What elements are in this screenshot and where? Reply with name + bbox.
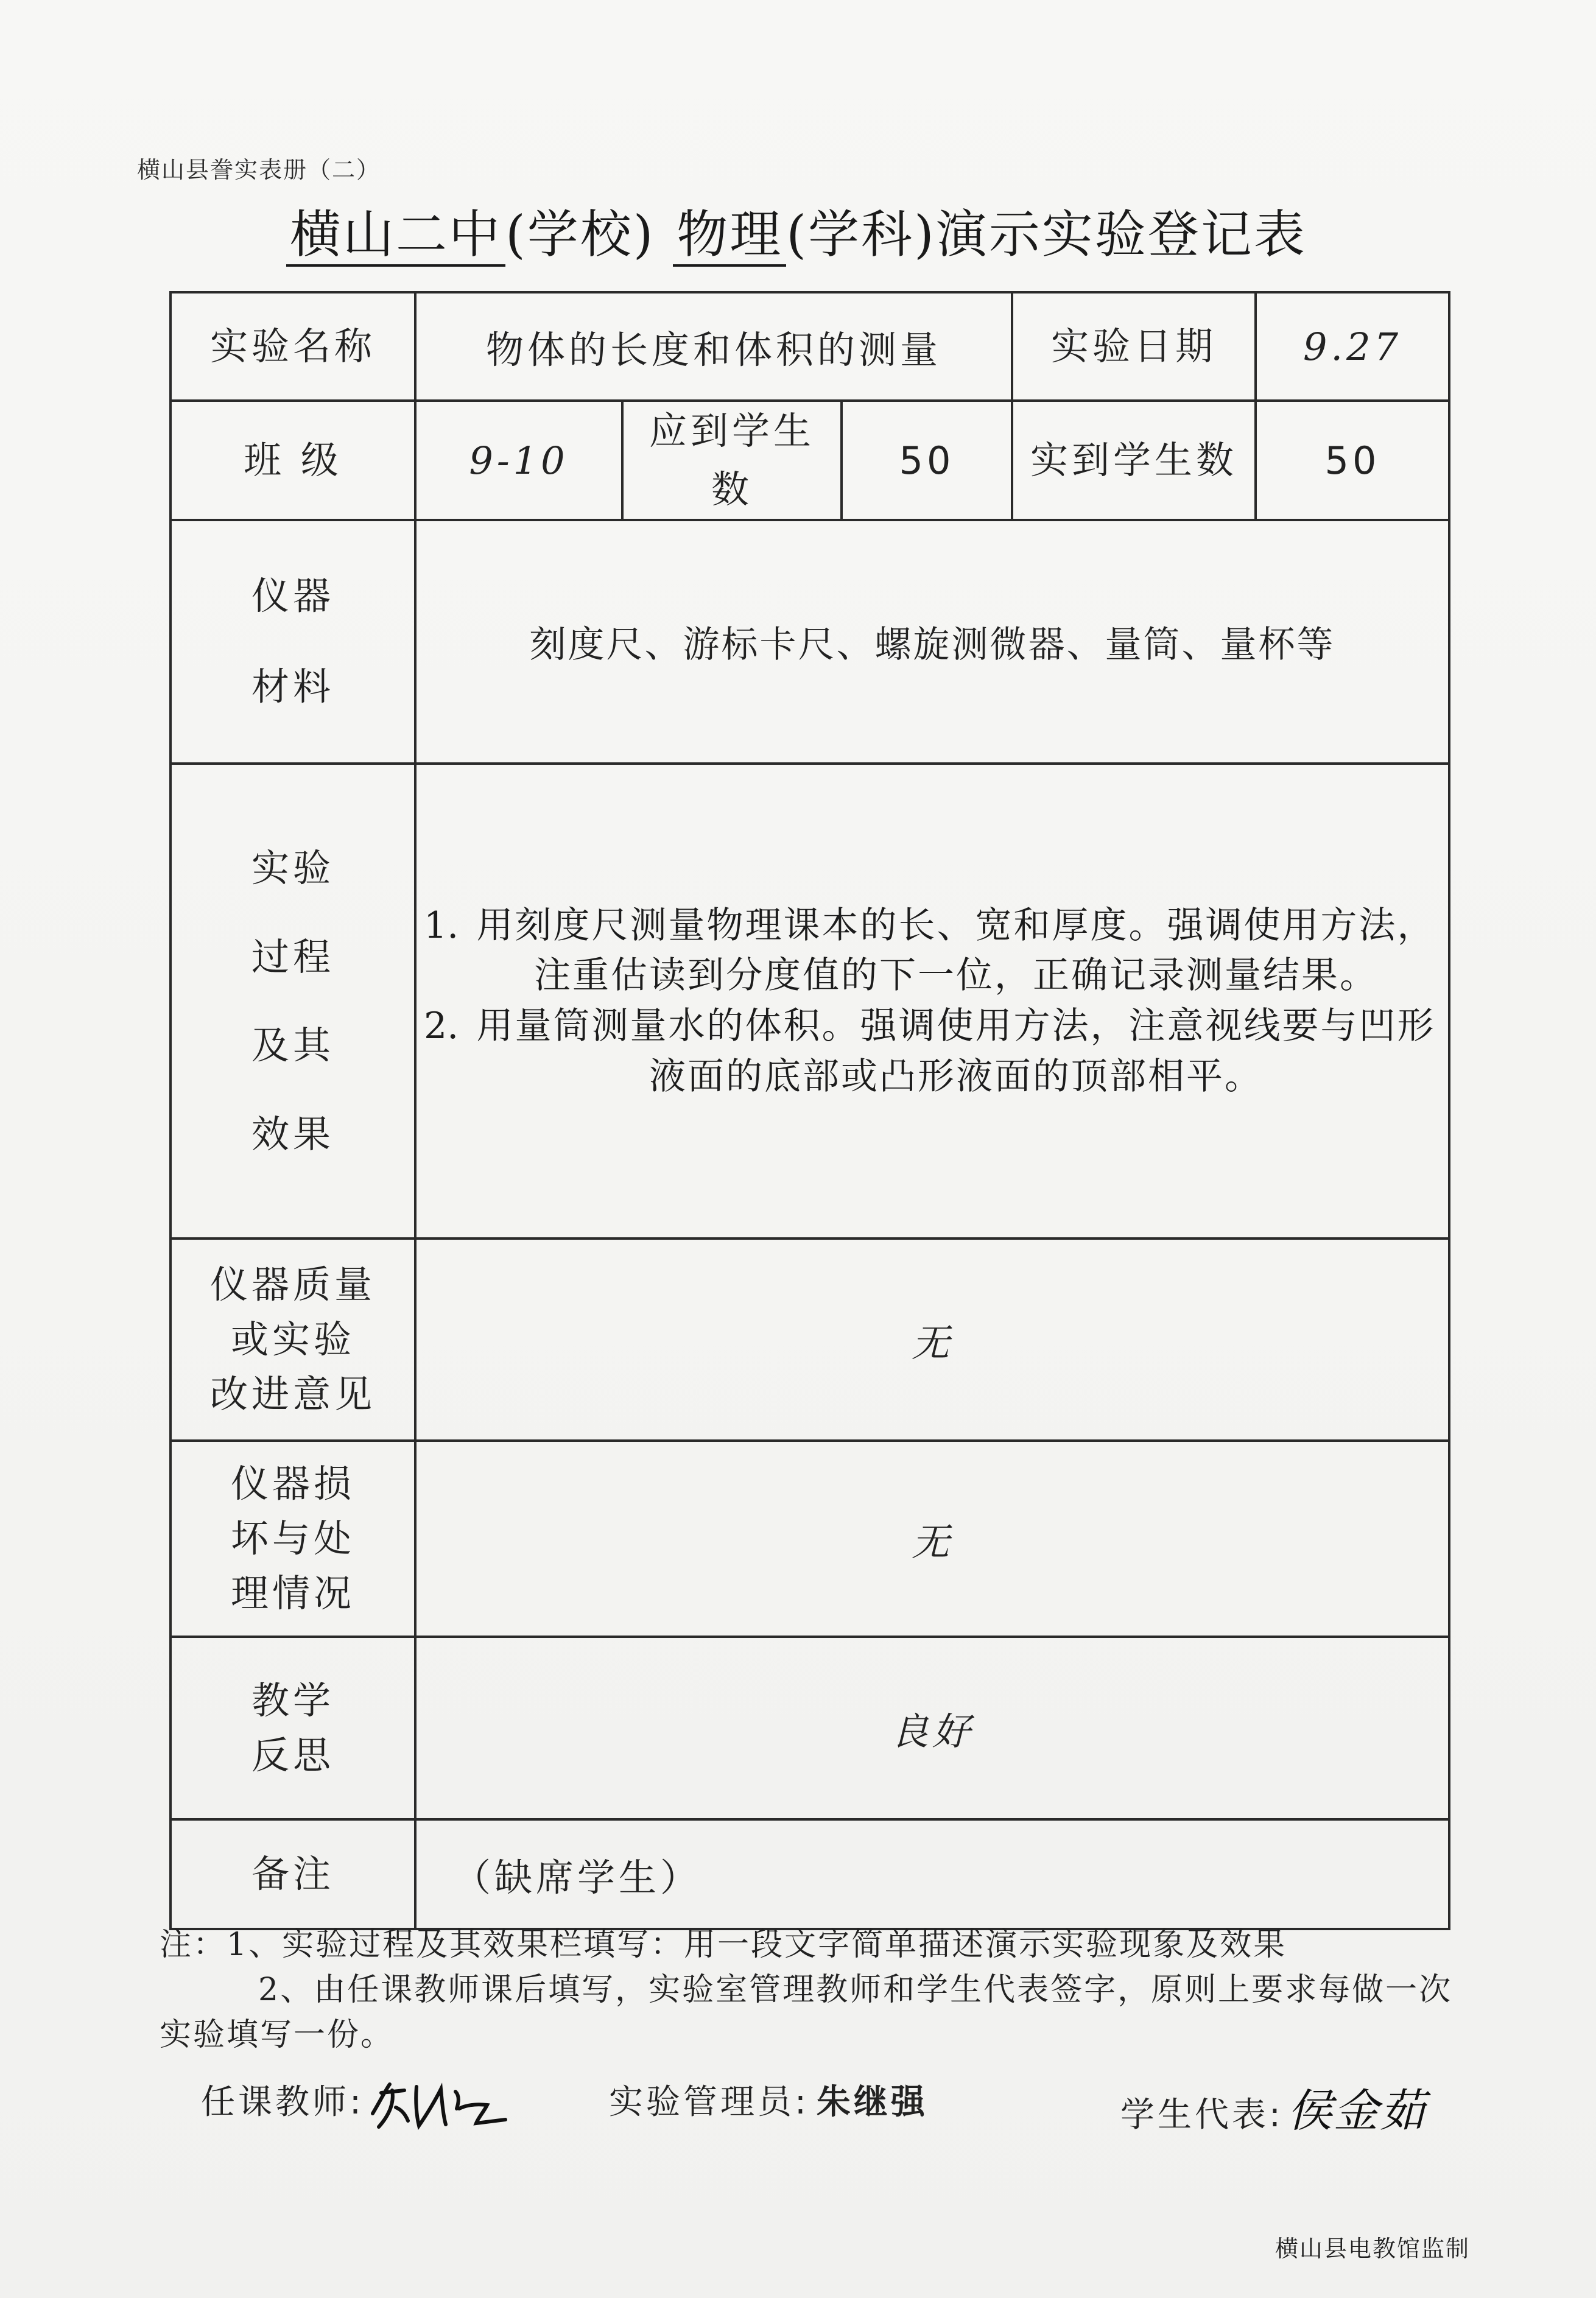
- process-label-line: 效果: [251, 1111, 334, 1156]
- equipment-label: [170, 520, 415, 764]
- damage-label: [170, 1441, 415, 1637]
- damage-label-line: 坏与处: [230, 1516, 355, 1561]
- row-quality: [170, 1239, 1449, 1441]
- process-content: [415, 764, 1449, 1239]
- registration-table: [169, 291, 1450, 1930]
- lab-manager-name: 朱继强: [816, 2082, 928, 2122]
- process-label-line: 过程: [251, 934, 334, 979]
- quality-label-line: 改进意见: [209, 1372, 376, 1417]
- date-label: 实验日期: [1012, 292, 1256, 401]
- process-steps: [424, 901, 1441, 1102]
- reflection-label: [170, 1637, 415, 1819]
- lab-manager-signature: [609, 2075, 928, 2124]
- student-rep-signature: [1120, 2075, 1426, 2140]
- teacher-handwritten-signature: [368, 2077, 508, 2132]
- note-line-2: 2、由任课教师课后填写，实验室管理教师和学生代表签字，原则上要求每做一次: [258, 1971, 1453, 2008]
- class-label: 班 级: [170, 401, 415, 520]
- expected-students-label: 应到学生数: [622, 401, 842, 520]
- title-school: 横山二中: [286, 205, 505, 267]
- form-title: [286, 194, 1321, 267]
- step-number: 2.: [424, 1005, 459, 1048]
- row-process: [170, 764, 1449, 1239]
- row-experiment-name: [170, 292, 1449, 401]
- teacher-label: 任课教师:: [201, 2082, 364, 2122]
- quality-value: 无: [415, 1239, 1449, 1441]
- student-rep-label: 学生代表:: [1120, 2095, 1284, 2135]
- process-label-line: 实验: [251, 845, 334, 890]
- damage-value: 无: [415, 1441, 1449, 1637]
- title-rest: 演示实验登记表: [935, 205, 1307, 264]
- row-equipment: [170, 520, 1449, 764]
- reflection-label-line: 反思: [251, 1733, 334, 1778]
- signature-row: [201, 2075, 1480, 2148]
- experiment-name-label: 实验名称: [170, 292, 415, 401]
- lab-manager-label: 实验管理员:: [609, 2082, 809, 2122]
- row-remarks: [170, 1819, 1449, 1929]
- step-text: 用刻度尺测量物理课本的长、宽和厚度。强调使用方法，注重估读到分度值的下一位，正确记录测量结果。: [476, 904, 1436, 997]
- step-number: 1.: [424, 904, 459, 947]
- note-line-3: 实验填写一份。: [160, 2016, 395, 2053]
- title-subject: 物理: [673, 205, 786, 267]
- row-reflection: [170, 1637, 1449, 1819]
- step-text: 用量筒测量水的体积。强调使用方法，注意视线要与凹形液面的底部或凸形液面的顶部相平。: [476, 1005, 1436, 1098]
- row-class: [170, 401, 1449, 520]
- teacher-signature: [201, 2075, 508, 2132]
- remarks-value: （缺席学生）: [415, 1819, 1449, 1929]
- student-rep-name: 侯金茹: [1287, 2085, 1426, 2137]
- equipment-value: 刻度尺、游标卡尺、螺旋测微器、量筒、量杯等: [415, 520, 1449, 764]
- actual-students-value: 50: [1256, 401, 1449, 520]
- equipment-label-line: 材料: [251, 664, 334, 709]
- equipment-label-line: 仪器: [251, 574, 334, 619]
- quality-label: [170, 1239, 415, 1441]
- quality-label-line: 仪器质量: [209, 1262, 376, 1307]
- footer-supervisor: 横山县电教馆监制: [1275, 2235, 1471, 2262]
- remarks-label: 备注: [170, 1819, 415, 1929]
- note-line-1: 注：1、实验过程及其效果栏填写：用一段文字简单描述演示实验现象及效果: [160, 1927, 1287, 1963]
- quality-label-line: 或实验: [230, 1317, 355, 1362]
- title-subject-suffix: (学科): [786, 205, 936, 264]
- notes: [160, 1923, 1487, 2057]
- reflection-value: 良好: [415, 1637, 1449, 1819]
- date-value: 9.27: [1256, 292, 1449, 401]
- process-step: [424, 1001, 1441, 1102]
- title-school-suffix: (学校): [505, 205, 655, 264]
- series-label: 横山县誊实表册（二）: [137, 156, 381, 183]
- reflection-label-line: 教学: [251, 1678, 334, 1723]
- process-step: [424, 901, 1441, 1002]
- damage-label-line: 理情况: [230, 1571, 355, 1616]
- expected-students-value: 50: [842, 401, 1012, 520]
- class-value: 9-10: [415, 401, 622, 520]
- process-label: [170, 764, 415, 1239]
- experiment-name-value: 物体的长度和体积的测量: [415, 292, 1012, 401]
- row-damage: [170, 1441, 1449, 1637]
- process-label-line: 及其: [251, 1023, 334, 1068]
- actual-students-label: 实到学生数: [1012, 401, 1256, 520]
- damage-label-line: 仪器损: [230, 1461, 355, 1506]
